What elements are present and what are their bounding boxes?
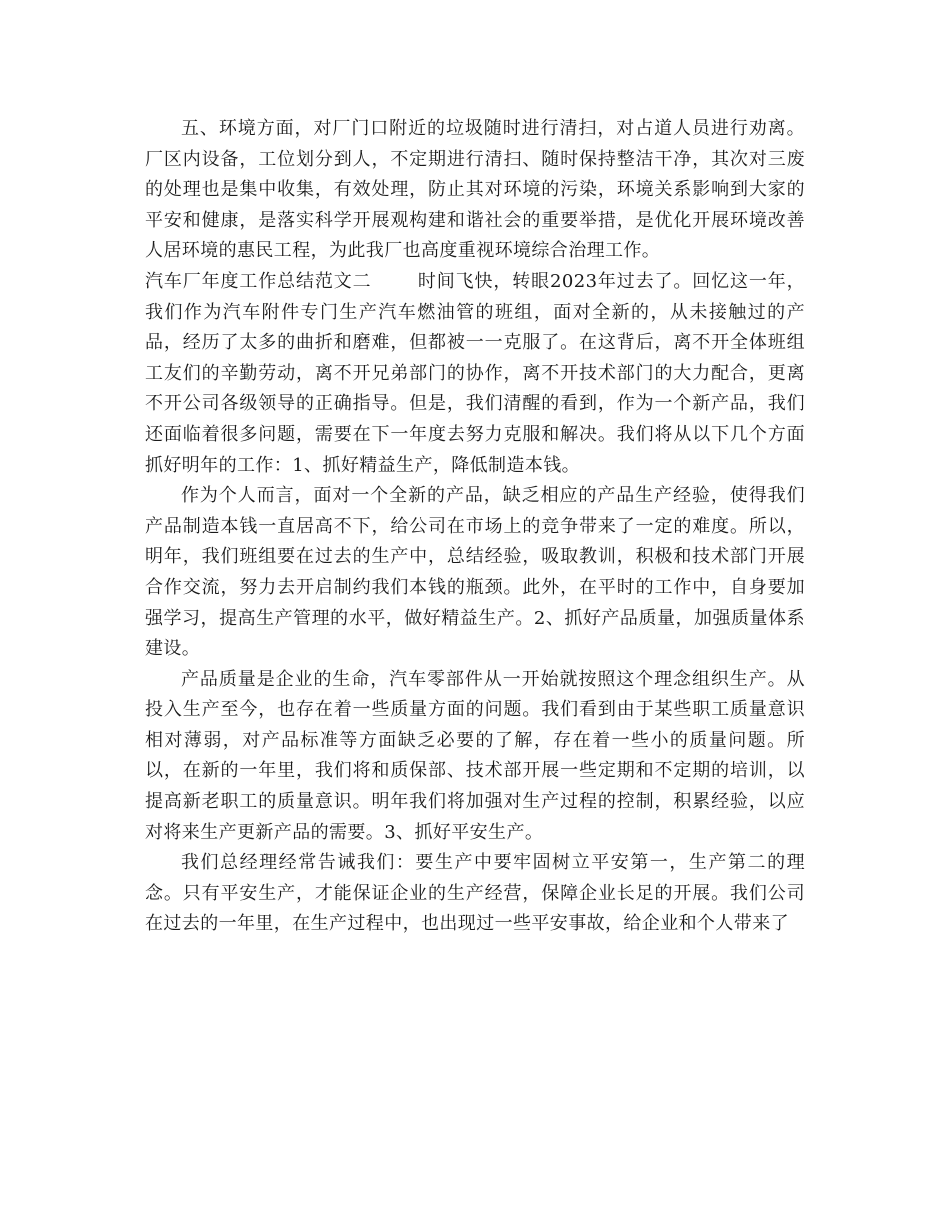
paragraph-summary-two bbox=[145, 267, 805, 481]
section-title: 汽车厂年度工作总结范文二 bbox=[145, 270, 372, 292]
document-body bbox=[145, 114, 805, 940]
paragraph-personal: 作为个人而言，面对一个全新的产品，缺乏相应的产品生产经验，使得我们产品制造本钱一直居高不下，给公司在市场上的竞争带来了一定的难度。所以，明年，我们班组要在过去的生产中，总结经验，吸取教训，积极和技术部门开展合作交流，努力去开启制约我们本钱的瓶颈。此外，在平时的工作中，自身要加强学习，提高生产管理的水平，做好精益生产。2、抓好产品质量，加强质量体系建设。 bbox=[145, 485, 805, 660]
paragraph-quality: 产品质量是企业的生命，汽车零部件从一开始就按照这个理念组织生产。从投入生产至今，也存在着一些质量方面的问题。我们看到由于某些职工质量意识相对薄弱，对产品标准等方面缺乏必要的了解，存在着一些小的质量问题。所以，在新的一年里，我们将和质保部、技术部开展一些定期和不定期的培训，以提高新老职工的质量意识。明年我们将加强对生产过程的控制，积累经验，以应对将来生产更新产品的需要。3、抓好平安生产。 bbox=[145, 668, 805, 843]
paragraph-summary-two-text: 时间飞快，转眼2023年过去了。回忆这一年，我们作为汽车附件专门生产汽车燃油管的班组，面对全新的，从未接触过的产品，经历了太多的曲折和磨难，但都被一一克服了。在这背后，离不开全体班组工友们的辛勤劳动，离不开兄弟部门的协作，离不开技术部门的大力配合，更离不开公司各级领导的正确指导。但是，我们清醒的看到，作为一个新产品，我们还面临着很多问题，需要在下一年度去努力克服和解决。我们将从以下几个方面抓好明年的工作：1、抓好精益生产，降低制造本钱。 bbox=[145, 270, 805, 476]
paragraph-environment: 五、环境方面，对厂门口附近的垃圾随时进行清扫，对占道人员进行劝离。厂区内设备，工位划分到人，不定期进行清扫、随时保持整洁干净，其次对三废的处理也是集中收集，有效处理，防止其对环境的污染，环境关系影响到大家的平安和健康，是落实科学开展观构建和谐社会的重要举措，是优化开展环境改善人居环境的惠民工程，为此我厂也高度重视环境综合治理工作。 bbox=[145, 118, 805, 262]
paragraph-safety: 我们总经理经常告诫我们：要生产中要牢固树立平安第一，生产第二的理念。只有平安生产，才能保证企业的生产经营，保障企业长足的开展。我们公司在过去的一年里，在生产过程中，也出现过一些平安事故，给企业和个人带来了 bbox=[145, 852, 805, 935]
